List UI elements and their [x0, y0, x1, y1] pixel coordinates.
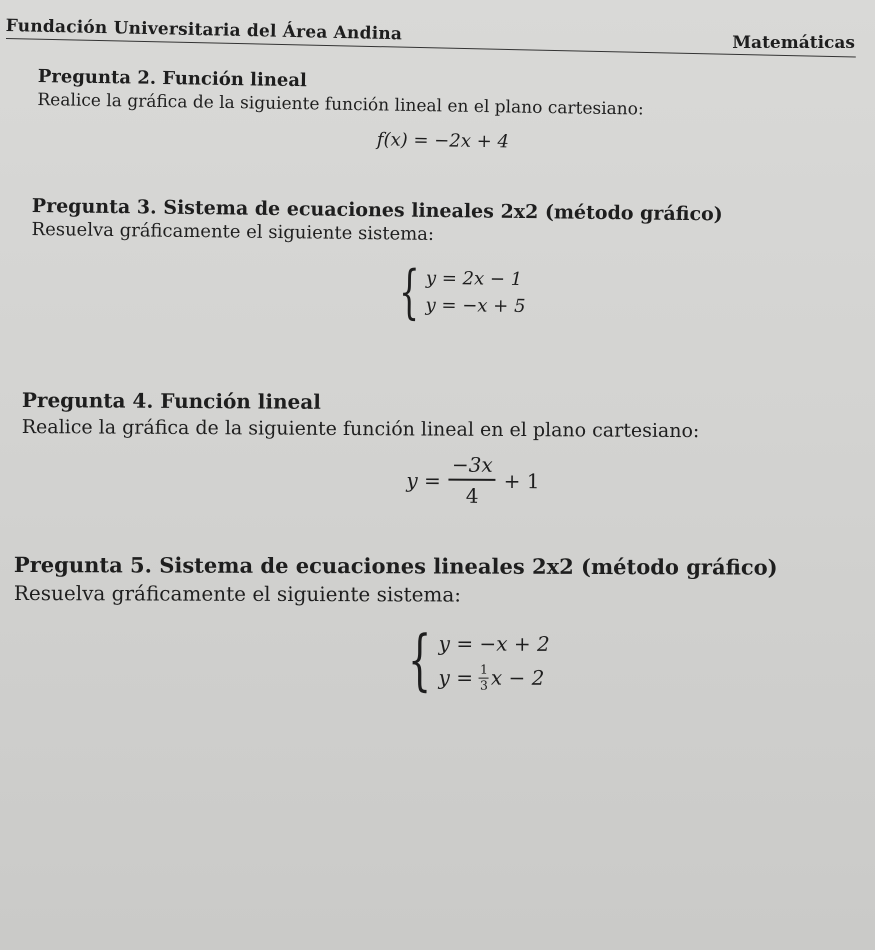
fraction-denominator: 4	[465, 483, 479, 508]
system-brace: {	[407, 621, 432, 699]
formula-tail: + 1	[503, 468, 540, 493]
question-4-formula	[406, 452, 699, 509]
header-divider	[6, 38, 856, 58]
question-5-equation-1: y = −x + 2	[438, 631, 550, 656]
question-3-text: Resuelva gráficamente el siguiente sistema:	[31, 218, 435, 245]
question-3-equation-1: y = 2x − 1	[425, 267, 523, 290]
question-4	[21, 388, 699, 509]
question-3	[31, 195, 723, 324]
equation-2-lhs: y =	[438, 665, 474, 690]
question-2-title: Pregunta 2. Función lineal	[37, 66, 308, 92]
equation-2-fraction	[479, 661, 489, 693]
question-2	[37, 66, 644, 155]
subject-name: Matemáticas	[732, 33, 855, 53]
question-5-equation-2	[439, 660, 550, 694]
question-5-text: Resuelva gráficamente el siguiente sistema:	[13, 580, 462, 607]
question-5-title: Pregunta 5. Sistema de ecuaciones lineales 2x2 (método gráfico)	[13, 552, 778, 580]
question-3-equation-2: y = −x + 5	[425, 294, 526, 318]
question-3-title: Pregunta 3. Sistema de ecuaciones lineales 2x2 (método gráfico)	[31, 195, 723, 226]
equation-2-tail: x − 2	[490, 665, 545, 690]
fraction-numerator: −3x	[449, 453, 496, 481]
question-2-text: Realice la gráfica de la siguiente función lineal en el plano cartesiano:	[37, 89, 644, 120]
question-3-system	[390, 257, 722, 326]
question-4-title: Pregunta 4. Función lineal	[21, 388, 321, 414]
question-5	[13, 552, 778, 699]
question-2-formula: f(x) = −2x + 4	[376, 129, 510, 153]
institution-name: Fundación Universitaria del Área Andina	[5, 16, 403, 45]
system-brace: {	[398, 257, 420, 326]
formula-fraction	[449, 453, 496, 508]
question-4-text: Realice la gráfica de la siguiente función lineal en el plano cartesiano:	[21, 415, 700, 443]
formula-lhs: y =	[406, 467, 441, 493]
question-5-system	[399, 621, 778, 699]
equation-2-fraction-numerator: 1	[479, 661, 488, 677]
equation-2-fraction-denominator: 3	[479, 677, 488, 693]
